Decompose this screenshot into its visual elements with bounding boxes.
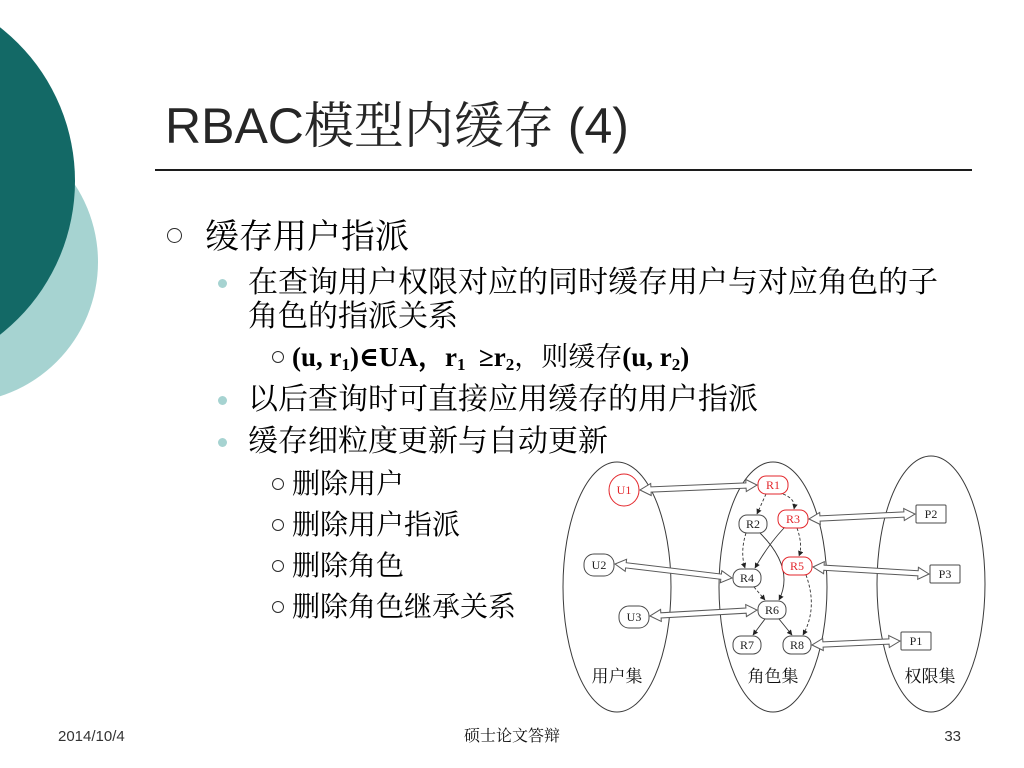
node-label: R7 — [739, 638, 755, 652]
filled-dot-bullet-icon — [218, 396, 227, 405]
role-node-r1 — [758, 476, 788, 494]
user-role-assignment-arrow — [640, 480, 757, 496]
footer-date: 2014/10/4 — [58, 728, 125, 745]
bullet-level2-text-continued: 角色的指派关系 — [248, 299, 458, 334]
hollow-circle-bullet-icon — [272, 478, 284, 490]
bullet-level2-text: 在查询用户权限对应的同时缓存用户与对应角色的子 — [248, 265, 938, 300]
role-set-label: 角色集 — [747, 667, 799, 687]
role-permission-assignment-arrow — [812, 636, 900, 651]
node-label: R2 — [745, 517, 761, 531]
hollow-circle-bullet-icon — [272, 351, 284, 363]
role-node-r6 — [758, 601, 786, 619]
role-hierarchy-edge — [755, 528, 784, 568]
role-hierarchy-edge — [760, 533, 784, 600]
node-label: P1 — [909, 634, 923, 648]
title-divider — [155, 169, 972, 171]
node-label: R4 — [739, 571, 755, 585]
permission-node-p2 — [916, 505, 946, 523]
role-hierarchy-edge — [783, 494, 794, 509]
bullet-level2-text: 缓存细粒度更新与自动更新 — [248, 424, 608, 459]
role-node-r2 — [739, 515, 767, 533]
formula-part: ，则缓存 — [514, 342, 623, 373]
node-label: P3 — [938, 567, 952, 581]
node-label: R3 — [785, 512, 801, 526]
bullet-level3-text: 删除角色 — [292, 549, 405, 582]
node-label: U2 — [591, 558, 607, 572]
role-permission-assignment-arrow — [813, 562, 929, 580]
hollow-circle-bullet-icon — [272, 560, 284, 572]
node-label: P2 — [924, 507, 938, 521]
user-node-u1 — [609, 474, 639, 506]
user-set-label: 用户集 — [591, 667, 643, 687]
hollow-circle-bullet-icon — [272, 519, 284, 531]
role-permission-assignment-arrow — [809, 509, 915, 525]
permission-node-p3 — [930, 565, 960, 583]
hollow-circle-bullet-icon — [167, 228, 182, 243]
role-hierarchy-edge — [743, 533, 746, 568]
formula-subscript: 1 — [341, 355, 350, 374]
rbac-diagram — [550, 448, 1000, 723]
user-role-assignment-arrow — [615, 559, 732, 582]
formula-text — [292, 340, 689, 375]
permission-node-p1 — [901, 632, 931, 650]
user-node-u2 — [584, 554, 614, 576]
formula-part: (u, r — [622, 342, 672, 372]
role-hierarchy-edge — [779, 619, 792, 635]
formula-subscript: 1 — [456, 355, 466, 374]
footer-page-number: 33 — [944, 728, 961, 745]
bullet-level3-text: 删除用户 — [292, 467, 405, 500]
formula-part: ≥r — [465, 342, 506, 372]
bullet-level1-text: 缓存用户指派 — [205, 217, 409, 257]
node-label: U1 — [616, 483, 632, 497]
role-hierarchy-edge — [803, 575, 811, 635]
role-hierarchy-edge — [757, 494, 766, 514]
bullet-level3-text: 删除角色继承关系 — [292, 590, 517, 623]
node-label: R8 — [789, 638, 805, 652]
bullet-level3-text: 删除用户指派 — [292, 508, 461, 541]
node-label: R1 — [765, 478, 781, 492]
role-node-r4 — [733, 569, 761, 587]
formula-subscript: 2 — [671, 355, 681, 374]
decorative-circles — [0, 0, 110, 420]
permission-set-label: 权限集 — [904, 667, 956, 687]
hollow-circle-bullet-icon — [272, 601, 284, 613]
footer-title: 硕士论文答辩 — [463, 728, 560, 745]
formula-part: ) — [680, 342, 690, 372]
node-label: R5 — [789, 559, 805, 573]
formula-part: (u, r — [292, 342, 342, 372]
node-label: U3 — [626, 610, 642, 624]
role-node-r8 — [783, 636, 811, 654]
role-hierarchy-edge — [754, 587, 765, 600]
role-hierarchy-edge — [753, 619, 765, 635]
user-node-u3 — [619, 606, 649, 628]
formula-part: )∈UA，r — [350, 342, 457, 372]
role-node-r7 — [733, 636, 761, 654]
bullet-level2-text: 以后查询时可直接应用缓存的用户指派 — [248, 382, 758, 417]
slide-title: RBAC模型内缓存 (4) — [165, 98, 629, 154]
filled-dot-bullet-icon — [218, 438, 227, 447]
formula-subscript: 2 — [505, 355, 515, 374]
filled-dot-bullet-icon — [218, 279, 227, 288]
node-label: R6 — [764, 603, 780, 617]
role-hierarchy-edge — [797, 528, 801, 556]
role-node-r3 — [778, 510, 808, 528]
role-node-r5 — [782, 557, 812, 575]
user-role-assignment-arrow — [650, 605, 757, 622]
